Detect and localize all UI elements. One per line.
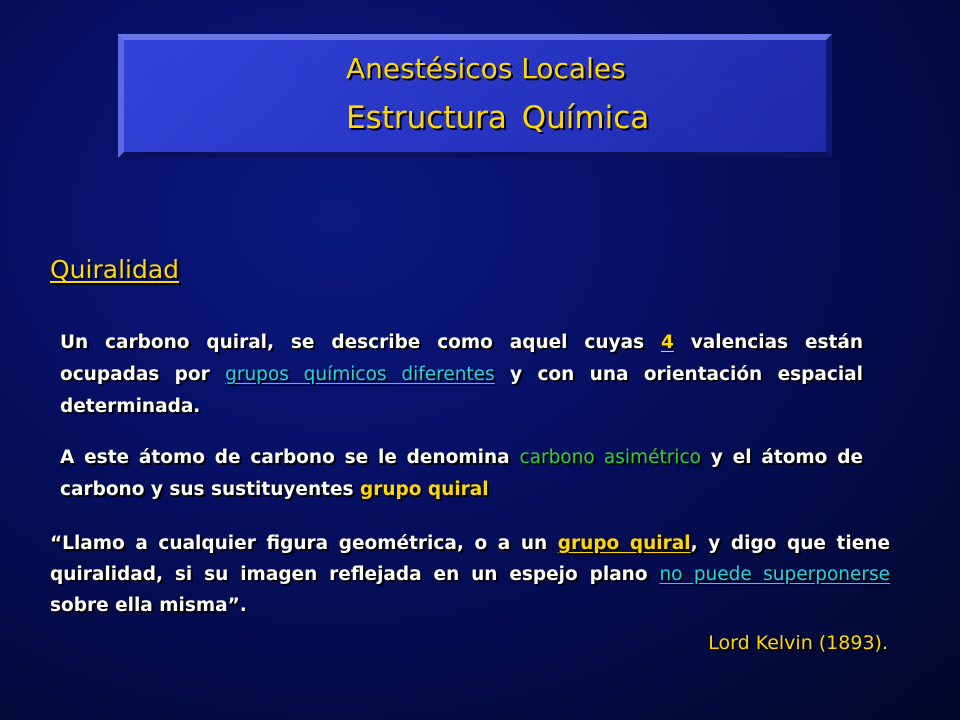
kelvin-quote [50, 528, 890, 621]
naming-text-a: A este átomo de carbono se le denomina [60, 447, 520, 468]
valence-count: 4 [660, 332, 674, 353]
naming-text-b: y el átomo de carbono y sus sustituyentes [60, 447, 864, 500]
definition-paragraph [60, 327, 863, 423]
section-heading: Quiralidad [50, 255, 180, 284]
definition-text-b: valencias están ocupadas por [60, 332, 864, 385]
title-line-2: Estructura Química [346, 100, 650, 136]
definition-text-a: Un carbono quiral, se describe como aquel cuyas [60, 332, 661, 353]
chiral-group-highlight: grupo quiral [360, 479, 489, 500]
quote-attribution: Lord Kelvin (1893). [708, 632, 888, 654]
quote-text-b: , y digo que tiene quiralidad, si su imagen reflejada en un espejo plano [50, 533, 890, 585]
title-banner [118, 34, 832, 158]
different-groups-highlight: grupos químicos diferentes [225, 364, 495, 385]
title-line-1: Anestésicos Locales [346, 52, 626, 85]
quote-text-c: sobre ella misma”. [50, 595, 247, 616]
asymmetric-carbon-highlight: carbono asimétrico [519, 447, 701, 468]
quote-superpose-highlight: no puede superponerse [659, 564, 891, 585]
quote-text-a: “Llamo a cualquier figura geométrica, o a un [50, 533, 558, 554]
naming-paragraph [60, 442, 863, 506]
quote-chiral-group: grupo quiral [557, 533, 691, 554]
definition-text-c: y con una orientación espacial determinada. [60, 364, 863, 417]
